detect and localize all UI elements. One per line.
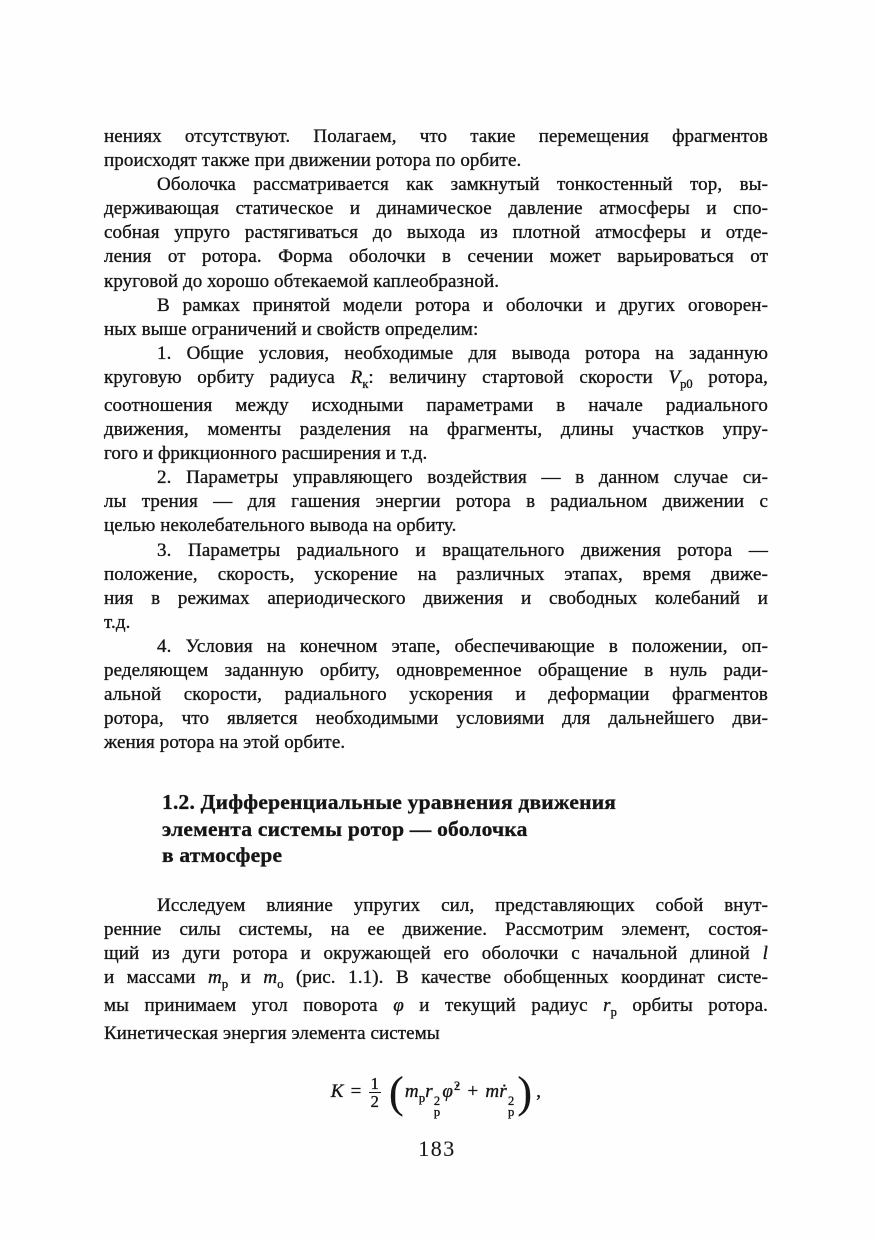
heading-line: в атмосфере [162,843,283,868]
paragraph [104,467,768,539]
paragraph [104,174,768,294]
section-heading [162,790,768,870]
text-line: ния в режимах апериодического движения и свободных колебаний и [104,587,768,609]
paragraph [104,126,768,174]
text-line: 2. Параметры управляющего воздействия — в данном случае си- [157,467,768,489]
text-line: соотношения между исходными параметрами в начале радиального [104,394,768,416]
text-line: Исследуем влияние упругих сил, представляющих собой внут- [157,894,768,916]
text-line: круговой до хорошо обтекаемой каплеобразной. [104,270,500,292]
text-line: Оболочка рассматривается как замкнутый тонкостенный тор, вы- [157,174,768,196]
text-line: происходят также при движении ротора по орбите. [104,150,522,172]
text-line: мы принимаем угол поворота φ и текущий радиус $r_р$ орбиты ротора. [104,995,768,1020]
paragraph [104,540,768,636]
text-line: т.д. [104,611,131,633]
text-line: положение, скорость, ускорение на различных этапах, время движе- [104,563,768,585]
text-line: нениях отсутствуют. Полагаем, что такие перемещения фрагментов [104,126,768,147]
text-line: собная упруго растягиваться до выхода из плотной атмосферы и отде- [104,222,768,244]
paragraph [104,895,768,1047]
text-line: 1. Общие условия, необходимые для вывода ротора на заданную [157,342,768,364]
heading-line: 1.2. Дифференциальные уравнения движения [162,790,617,815]
text-line: целью неколебательного вывода на орбиту. [104,515,457,537]
page-number: 183 [418,1136,456,1161]
paragraph [104,636,768,756]
heading-line: элемента системы ротор — оболочка [162,816,528,841]
text-line: В рамках принятой модели ротора и оболочки и других оговорен- [157,294,768,316]
text-line: щий из дуги ротора и окружающей его оболочки с начальной длиной l [104,943,768,965]
text-line: ределяющем заданную орбиту, одновременное обращение в нуль ради- [104,659,768,681]
text-line: держивающая статическое и динамическое давление атмосферы и спо- [104,198,768,220]
text-line: 4. Условия на конечном этапе, обеспечивающие в положении, оп- [157,635,768,657]
text-line: ления от ротора. Форма оболочки в сечении может варьироваться от [104,246,768,268]
text-line: лы трения — для гашения энергии ротора в радиальном движении с [104,491,768,513]
text-line: ротора, что является необходимыми условиями для дальнейшего дви- [104,708,768,730]
text-line: круговую орбиту радиуса $R_к$: величину стартовой скорости $V_{р0}$ ротора, [104,366,768,391]
text-line: жения ротора на этой орбите. [104,732,346,754]
text-line: и массами $m_р$ и $m_о$ (рис. 1.1). В качестве обобщенных координат систе- [104,967,769,992]
text-block [104,126,769,1119]
text-line: ных выше ограничений и свойств определим: [104,318,479,340]
text-line: альной скорости, радиального ускорения и деформации фрагментов [104,684,768,706]
paragraph [104,295,768,343]
text-line: гого и фрикционного расширения и т.д. [104,443,428,465]
text-line: ренние силы системы, на ее движение. Рассмотрим элемент, состоя- [104,918,768,940]
text-line: Кинетическая энергия элемента системы [104,1023,440,1045]
equation: K = $\frac{1}{2}$ ($m_рr$ 2 р φ̇$^2$ + mṙ 2 р ) , [330,1067,542,1119]
paragraph [104,343,768,467]
text-line: движения, моменты разделения на фрагменты, длины участков упру- [104,419,768,441]
text-line: 3. Параметры радиального и вращательного движения ротора — [157,539,768,561]
